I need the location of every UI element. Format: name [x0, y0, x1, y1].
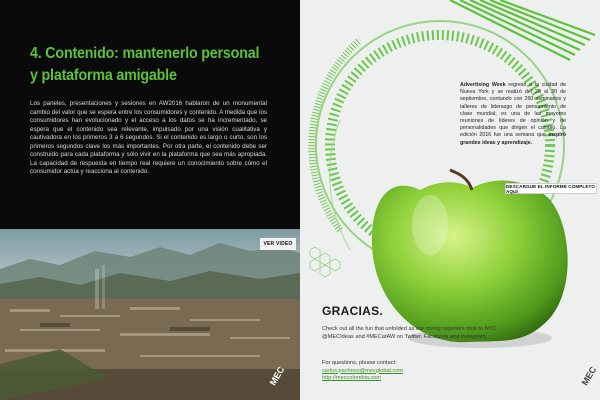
thanks-paragraph: Check out all the fun that unfolded as our roving reporters took to NYC - @MECIdeas and #MECatAW on Twitter, Facebook and Instagram. [322, 326, 500, 340]
contact-email-link[interactable]: carlos.pacheco@mecglobal.com [322, 367, 403, 374]
website-link[interactable]: http://meccolombia.com [322, 375, 382, 382]
event-highlight: inspiró grandes ideas y aprendizaje. [460, 132, 566, 146]
right-page [300, 0, 600, 400]
section-title [30, 43, 260, 87]
event-body: regresó a la ciudad de Nueva York y se realizó del 26 al 30 de septiembre, contando con 260 seminarios y talleres de liderazgo de pensamiento de clase mundial; es una de las mayores reuniones de líderes de opinión y de personalidades que dirigen el cambio. La edición 2016 fue una semana que [460, 82, 567, 139]
mec-logo-right: MEC [579, 364, 599, 388]
event-description [460, 82, 566, 147]
body-paragraph: Los paneles, presentaciones y sesiones en AW2016 hablaron de un monumental cambio del valor que se espera entre los consumidores y contenido. A medida que los consumidores han evolucionado y el acceso a los datos se ha incrementado, se espera que el contenido sea relevante, impulsado por una visión cualitativa y cautivadora en los primeros 3 a 6 segundos. Si el contenido es largo o curto, son los primeros segundos clave los más importantes. Por otra parte, el contenido debe ser construido para cada plataforma y sólo vivir en la plataforma que sea más apropiada. La capacidad de respuesta en tiempo real requiere un conocimiento sobre cómo el consumidor actúa y reacciona al contenido. [30, 100, 267, 175]
contact-label: For questions, please contact: [322, 360, 397, 366]
event-name: Advertising Week [460, 82, 506, 88]
city-photo [0, 229, 300, 400]
contact-block [322, 360, 502, 383]
thanks-heading: GRACIAS. [322, 304, 384, 318]
mec-logo: MEC [267, 364, 287, 388]
section-title-line-1: 4. Contenido: mantenerlo personal [30, 45, 260, 62]
section-title-line-2: y plataforma amigable [30, 67, 177, 84]
watch-video-button[interactable]: VER VIDEO [260, 238, 296, 250]
city-landscape-image [0, 229, 300, 400]
download-report-button[interactable]: DESCARGUE EL INFORME COMPLETO AQUÍ [506, 183, 595, 194]
